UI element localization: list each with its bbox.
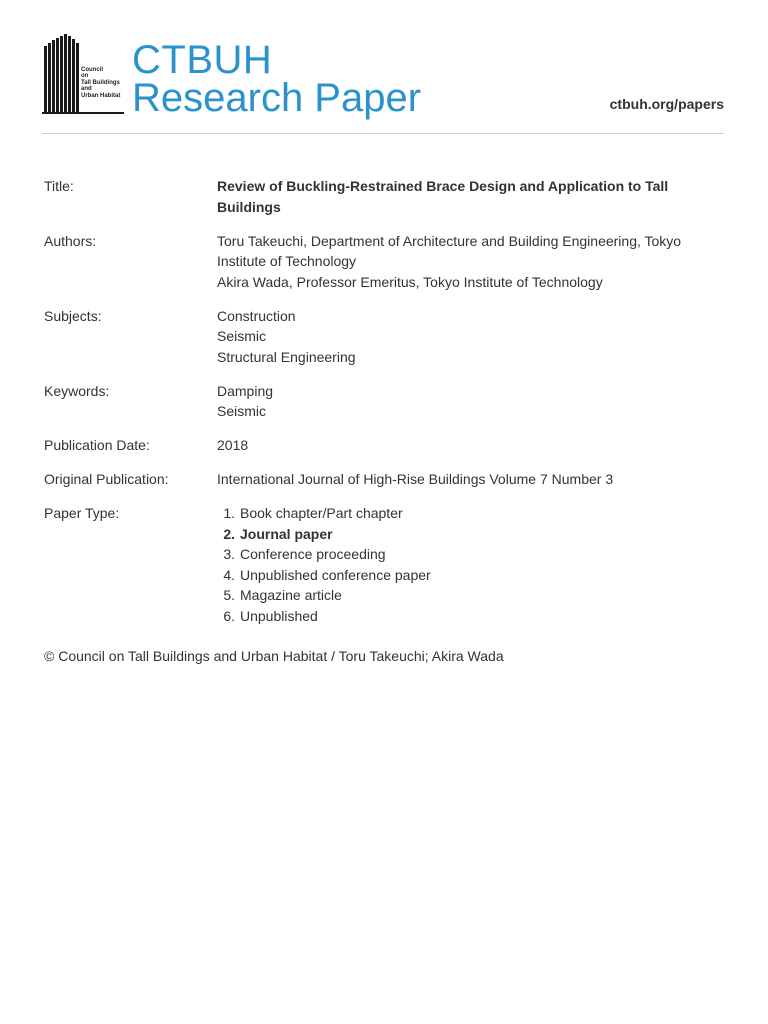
subjects-value: Construction Seismic Structural Engineering xyxy=(217,307,356,365)
paper-type-list xyxy=(217,503,724,626)
paper-type-label: Paper Type: xyxy=(44,505,120,521)
title-row xyxy=(44,176,724,217)
copyright-notice: © Council on Tall Buildings and Urban Habitat / Toru Takeuchi; Akira Wada xyxy=(44,648,504,664)
paper-type-item: 1. Book chapter/Part chapter xyxy=(223,505,403,521)
site-link[interactable]: ctbuh.org/papers xyxy=(609,96,724,112)
authors-row xyxy=(44,231,724,293)
title-value: Review of Buckling-Restrained Brace Design and Application to Tall Buildings xyxy=(217,178,669,215)
authors-value: Toru Takeuchi, Department of Architecture and Building Engineering, Tokyo Institute of Technology Akira Wada, Professor Emeritus, Tokyo Institute of Technology xyxy=(217,232,682,290)
publication-date-value: 2018 xyxy=(217,437,249,453)
original-publication-label: Original Publication: xyxy=(44,471,169,487)
original-publication-value: International Journal of High-Rise Buildings Volume 7 Number 3 xyxy=(217,471,614,487)
header-divider xyxy=(42,133,724,134)
publication-date-row xyxy=(44,435,724,456)
header xyxy=(42,30,724,134)
metadata-table xyxy=(44,176,724,640)
paper-type-item: 4. Unpublished conference paper xyxy=(223,566,431,583)
paper-type-row xyxy=(44,503,724,626)
title-label: Title: xyxy=(44,178,74,194)
original-publication-row xyxy=(44,469,724,490)
paper-type-item: 5. Magazine article xyxy=(223,587,342,603)
brand-name: CTBUH xyxy=(132,38,273,82)
authors-label: Authors: xyxy=(44,232,97,249)
keywords-value: Damping Seismic xyxy=(217,382,274,419)
brand-subtitle: Research Paper xyxy=(132,76,422,120)
paper-type-item: 3. Conference proceeding xyxy=(223,546,386,562)
logo-org-name: Council on Tall Buildings and Urban Habitat xyxy=(81,67,121,99)
subjects-label: Subjects: xyxy=(44,307,102,324)
paper-type-item-selected: 2. Journal paper xyxy=(223,525,333,542)
keywords-row xyxy=(44,381,724,422)
paper-type-item: 6. Unpublished xyxy=(223,607,318,624)
subjects-row xyxy=(44,306,724,368)
publication-date-label: Publication Date: xyxy=(44,437,150,453)
keywords-label: Keywords: xyxy=(44,382,110,399)
paper-type-value xyxy=(217,503,724,626)
